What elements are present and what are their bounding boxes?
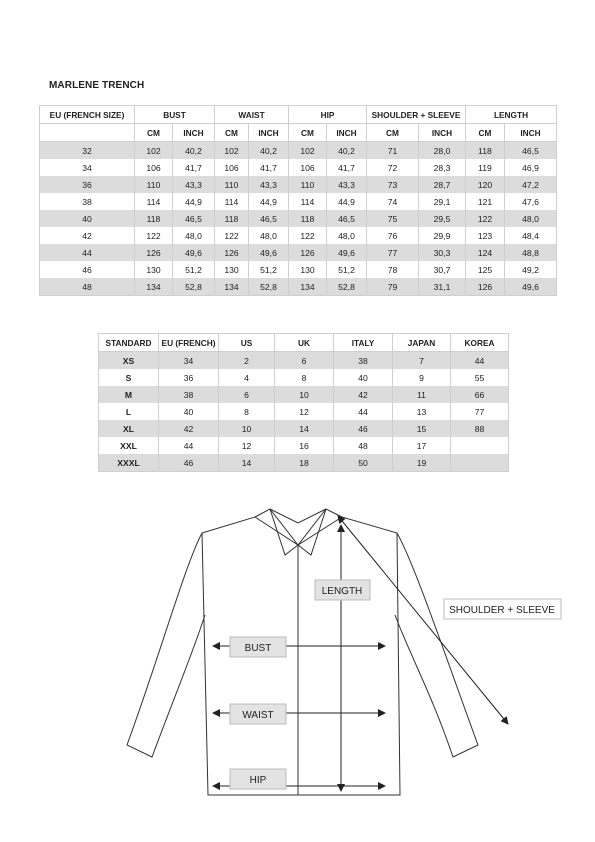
measurement-cell: 46,9 (505, 159, 557, 176)
size-measurement-table (39, 105, 557, 296)
measurement-cell: 123 (466, 227, 505, 244)
conversion-cell: 18 (275, 454, 334, 472)
table-row (99, 386, 509, 403)
header-eu-size: EU (FRENCH SIZE) (40, 106, 135, 124)
measurement-cell: 46,5 (327, 210, 367, 227)
measurement-cell: 71 (367, 142, 419, 160)
unit-blank (40, 124, 135, 142)
measurement-cell: 73 (367, 176, 419, 193)
measurement-cell: 28,3 (419, 159, 466, 176)
measurement-cell: 40,2 (327, 142, 367, 160)
measurement-cell: 110 (289, 176, 327, 193)
hip-label: HIP (249, 775, 267, 786)
measurement-cell: 120 (466, 176, 505, 193)
measurement-cell: 72 (367, 159, 419, 176)
measurement-cell: 134 (135, 278, 173, 296)
conversion-cell: 14 (275, 420, 334, 437)
unit-inch: INCH (327, 124, 367, 142)
header-italy: ITALY (334, 334, 393, 352)
size-cell: 46 (40, 261, 135, 278)
measurement-cell: 43,3 (173, 176, 215, 193)
table-row (99, 352, 509, 370)
unit-inch: INCH (173, 124, 215, 142)
measurement-cell: 47,2 (505, 176, 557, 193)
measurement-cell: 40,2 (173, 142, 215, 160)
garment-measurement-diagram (0, 495, 595, 815)
measurement-cell: 49,2 (505, 261, 557, 278)
header-bust: BUST (135, 106, 215, 124)
measurement-cell: 48,4 (505, 227, 557, 244)
measurement-cell: 124 (466, 244, 505, 261)
measurement-cell: 41,7 (173, 159, 215, 176)
bust-label: BUST (244, 643, 272, 654)
conversion-cell: 38 (334, 352, 393, 370)
unit-cm: CM (367, 124, 419, 142)
conversion-cell: 12 (219, 437, 275, 454)
length-label: LENGTH (321, 586, 363, 597)
measurement-cell: 49,6 (505, 278, 557, 296)
measurement-cell: 118 (466, 142, 505, 160)
unit-header-row (40, 124, 557, 142)
measurement-cell: 51,2 (249, 261, 289, 278)
conversion-cell: 48 (334, 437, 393, 454)
conversion-cell: 50 (334, 454, 393, 472)
size-cell: 40 (40, 210, 135, 227)
standard-size-cell: M (99, 386, 159, 403)
conversion-cell: 6 (275, 352, 334, 370)
conversion-cell: 40 (334, 369, 393, 386)
conversion-cell: 17 (393, 437, 451, 454)
conversion-cell: 13 (393, 403, 451, 420)
measurement-cell: 29,5 (419, 210, 466, 227)
measurement-cell: 102 (135, 142, 173, 160)
conversion-cell: 16 (275, 437, 334, 454)
conversion-cell: 44 (451, 352, 509, 370)
header-length: LENGTH (466, 106, 557, 124)
measurement-cell: 106 (135, 159, 173, 176)
measurement-cell: 29,1 (419, 193, 466, 210)
table-header-row (99, 334, 509, 352)
table-row (40, 142, 557, 160)
conversion-cell: 19 (393, 454, 451, 472)
conversion-cell: 11 (393, 386, 451, 403)
unit-cm: CM (215, 124, 249, 142)
header-hip: HIP (289, 106, 367, 124)
standard-size-cell: XXL (99, 437, 159, 454)
conversion-cell: 44 (159, 437, 219, 454)
conversion-cell: 14 (219, 454, 275, 472)
measurement-cell: 110 (135, 176, 173, 193)
conversion-cell: 44 (334, 403, 393, 420)
conversion-cell: 7 (393, 352, 451, 370)
measurement-cell: 75 (367, 210, 419, 227)
header-standard: STANDARD (99, 334, 159, 352)
standard-size-cell: XL (99, 420, 159, 437)
header-eu-french: EU (FRENCH) (159, 334, 219, 352)
measurement-cell: 79 (367, 278, 419, 296)
conversion-cell: 88 (451, 420, 509, 437)
measurement-cell: 118 (215, 210, 249, 227)
measurement-cell: 44,9 (327, 193, 367, 210)
size-cell: 36 (40, 176, 135, 193)
measurement-cell: 122 (215, 227, 249, 244)
table-row (40, 159, 557, 176)
measurement-cell: 43,3 (249, 176, 289, 193)
size-cell: 38 (40, 193, 135, 210)
measurement-cell: 44,9 (173, 193, 215, 210)
table-row (40, 176, 557, 193)
unit-inch: INCH (249, 124, 289, 142)
header-korea: KOREA (451, 334, 509, 352)
measurement-cell: 106 (215, 159, 249, 176)
measurement-cell: 48,0 (173, 227, 215, 244)
product-title: MARLENE TRENCH (49, 80, 145, 91)
conversion-cell: 46 (159, 454, 219, 472)
header-shoulder-sleeve: SHOULDER + SLEEVE (367, 106, 466, 124)
measurement-cell: 49,6 (249, 244, 289, 261)
measurement-cell: 52,8 (249, 278, 289, 296)
size-cell: 32 (40, 142, 135, 160)
standard-size-cell: XS (99, 352, 159, 370)
conversion-cell: 6 (219, 386, 275, 403)
measurement-cell: 30,3 (419, 244, 466, 261)
measurement-cell: 130 (289, 261, 327, 278)
unit-cm: CM (135, 124, 173, 142)
measurement-cell: 122 (289, 227, 327, 244)
measurement-cell: 51,2 (327, 261, 367, 278)
conversion-cell: 38 (159, 386, 219, 403)
unit-inch: INCH (505, 124, 557, 142)
unit-inch: INCH (419, 124, 466, 142)
table-row (40, 278, 557, 296)
conversion-cell: 9 (393, 369, 451, 386)
measurement-cell: 102 (215, 142, 249, 160)
conversion-cell (451, 437, 509, 454)
measurement-cell: 114 (215, 193, 249, 210)
standard-size-cell: XXXL (99, 454, 159, 472)
table-row (99, 454, 509, 472)
measurement-labels (230, 580, 561, 789)
measurement-cell: 28,7 (419, 176, 466, 193)
conversion-cell: 77 (451, 403, 509, 420)
measurement-cell: 43,3 (327, 176, 367, 193)
measurement-cell: 48,8 (505, 244, 557, 261)
measurement-cell: 47,6 (505, 193, 557, 210)
conversion-cell: 42 (159, 420, 219, 437)
standard-size-cell: L (99, 403, 159, 420)
measurement-cell: 110 (215, 176, 249, 193)
conversion-cell: 10 (275, 386, 334, 403)
measurement-cell: 48,0 (249, 227, 289, 244)
conversion-cell: 36 (159, 369, 219, 386)
conversion-cell: 15 (393, 420, 451, 437)
measurement-cell: 29,9 (419, 227, 466, 244)
measurement-cell: 41,7 (249, 159, 289, 176)
measurement-cell: 28,0 (419, 142, 466, 160)
measurement-cell: 31,1 (419, 278, 466, 296)
header-us: US (219, 334, 275, 352)
measurement-cell: 114 (135, 193, 173, 210)
table-row (99, 420, 509, 437)
measurement-cell: 51,2 (173, 261, 215, 278)
unit-cm: CM (466, 124, 505, 142)
measurement-cell: 106 (289, 159, 327, 176)
measurement-cell: 46,5 (173, 210, 215, 227)
conversion-cell: 8 (219, 403, 275, 420)
measurement-cell: 46,5 (249, 210, 289, 227)
conversion-cell (451, 454, 509, 472)
table-row (40, 227, 557, 244)
measurement-cell: 125 (466, 261, 505, 278)
size-cell: 42 (40, 227, 135, 244)
size-conversion-table (98, 333, 509, 472)
conversion-cell: 46 (334, 420, 393, 437)
conversion-cell: 42 (334, 386, 393, 403)
measurement-cell: 126 (135, 244, 173, 261)
measurement-cell: 78 (367, 261, 419, 278)
conversion-cell: 4 (219, 369, 275, 386)
measurement-cell: 102 (289, 142, 327, 160)
table-row (40, 210, 557, 227)
measurement-cell: 77 (367, 244, 419, 261)
measurement-cell: 134 (215, 278, 249, 296)
measurement-cell: 52,8 (173, 278, 215, 296)
table-row (40, 193, 557, 210)
conversion-cell: 55 (451, 369, 509, 386)
size-cell: 44 (40, 244, 135, 261)
table-row (40, 244, 557, 261)
measurement-cell: 52,8 (327, 278, 367, 296)
measurement-cell: 49,6 (327, 244, 367, 261)
conversion-cell: 66 (451, 386, 509, 403)
conversion-cell: 12 (275, 403, 334, 420)
measurement-cell: 126 (215, 244, 249, 261)
jacket-outline (127, 509, 478, 795)
size-cell: 34 (40, 159, 135, 176)
measurement-cell: 126 (466, 278, 505, 296)
standard-size-cell: S (99, 369, 159, 386)
conversion-cell: 8 (275, 369, 334, 386)
measurement-cell: 130 (135, 261, 173, 278)
table-row (99, 403, 509, 420)
table-row (99, 369, 509, 386)
table-header-row (40, 106, 557, 124)
header-waist: WAIST (215, 106, 289, 124)
measurement-cell: 114 (289, 193, 327, 210)
measurement-cell: 41,7 (327, 159, 367, 176)
measurement-cell: 46,5 (505, 142, 557, 160)
measurement-cell: 122 (466, 210, 505, 227)
conversion-cell: 10 (219, 420, 275, 437)
conversion-cell: 40 (159, 403, 219, 420)
measurement-cell: 49,6 (173, 244, 215, 261)
measurement-cell: 30,7 (419, 261, 466, 278)
header-japan: JAPAN (393, 334, 451, 352)
table-row (40, 261, 557, 278)
header-uk: UK (275, 334, 334, 352)
measurement-cell: 48,0 (505, 210, 557, 227)
measurement-cell: 40,2 (249, 142, 289, 160)
measurement-cell: 122 (135, 227, 173, 244)
measurement-cell: 119 (466, 159, 505, 176)
measurement-cell: 118 (289, 210, 327, 227)
waist-label: WAIST (242, 710, 274, 721)
measurement-cell: 48,0 (327, 227, 367, 244)
unit-cm: CM (289, 124, 327, 142)
measurement-cell: 74 (367, 193, 419, 210)
measurement-cell: 118 (135, 210, 173, 227)
size-cell: 48 (40, 278, 135, 296)
table-row (99, 437, 509, 454)
conversion-cell: 2 (219, 352, 275, 370)
conversion-cell: 34 (159, 352, 219, 370)
measurement-cell: 44,9 (249, 193, 289, 210)
measurement-cell: 130 (215, 261, 249, 278)
measurement-cell: 126 (289, 244, 327, 261)
measurement-cell: 121 (466, 193, 505, 210)
measurement-cell: 76 (367, 227, 419, 244)
measurement-cell: 134 (289, 278, 327, 296)
shoulder-sleeve-label: SHOULDER + SLEEVE (449, 605, 555, 616)
